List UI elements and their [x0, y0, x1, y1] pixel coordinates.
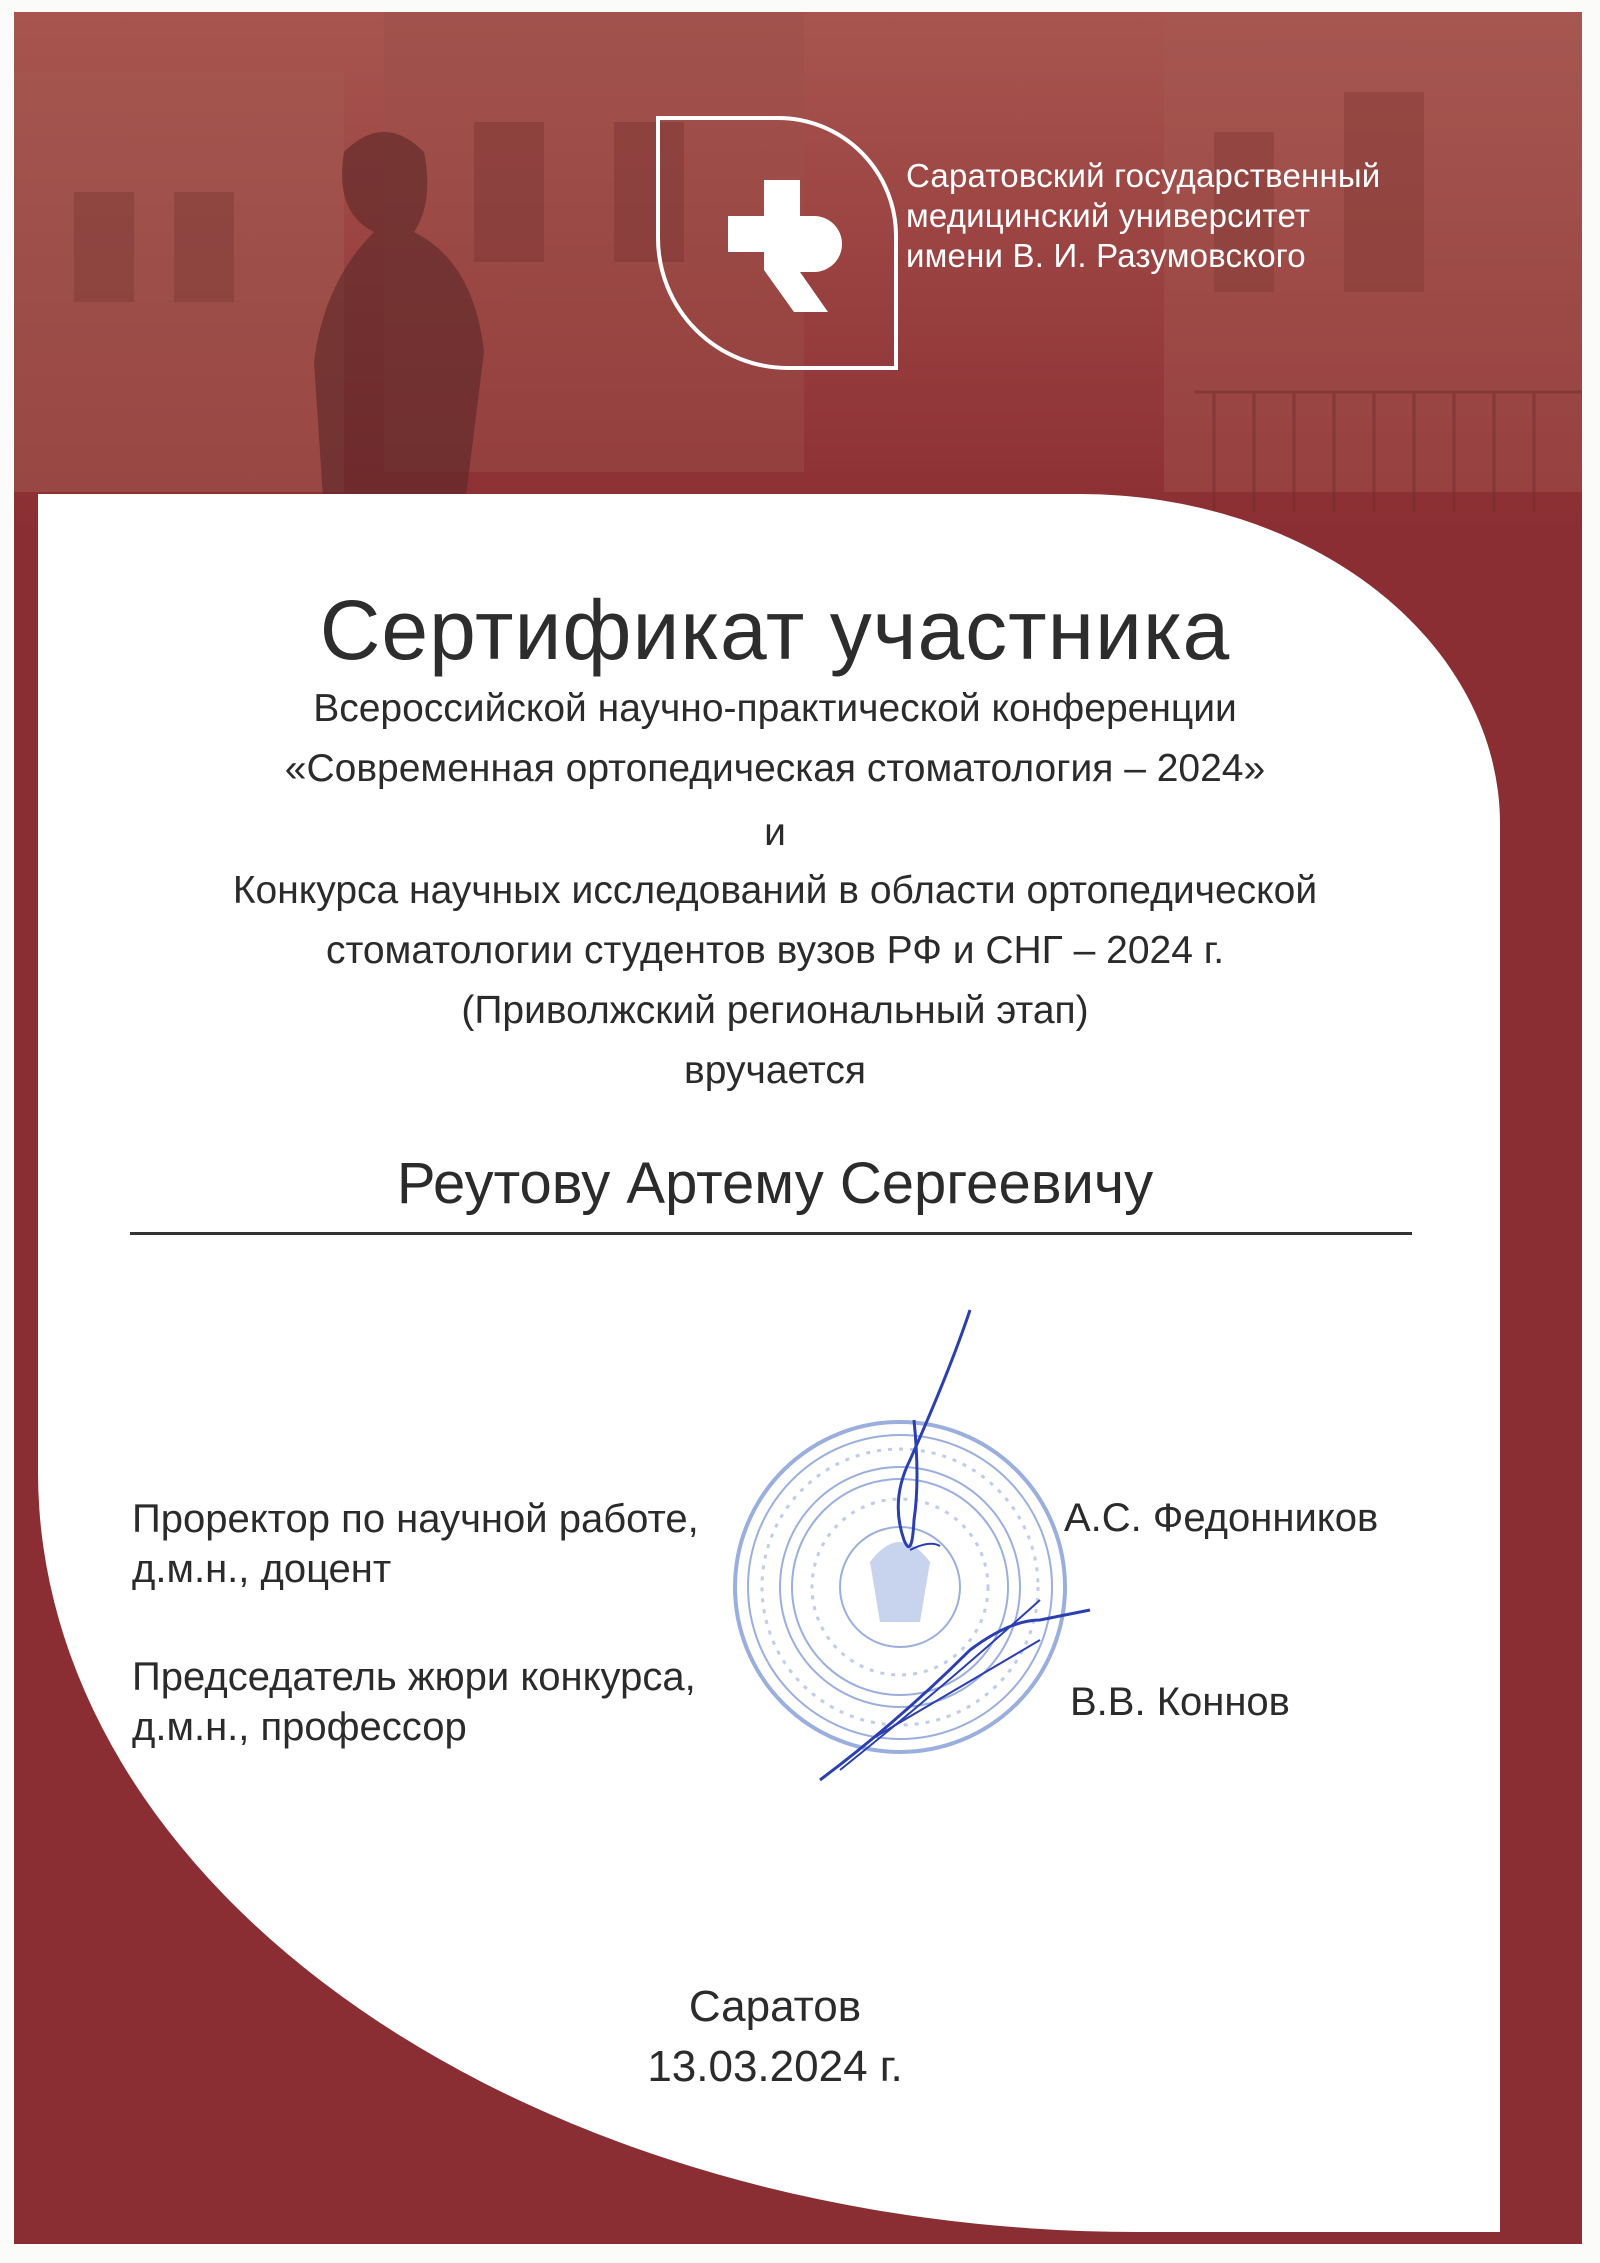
certificate-title: Сертификат участника [319, 583, 1231, 677]
university-name-line-2: медицинский университет [906, 197, 1311, 234]
university-name-line-3: имени В. И. Разумовского [906, 237, 1306, 274]
conjunction: и [764, 811, 786, 854]
university-name-line-1: Саратовский государственный [906, 157, 1381, 194]
recipient-underline [130, 1232, 1412, 1235]
contest-line-2: стоматологии студентов вузов РФ и СНГ – 2024 г. [325, 929, 1225, 972]
regional-stage: (Приволжский региональный этап) [461, 989, 1089, 1032]
awarded-text: вручается [684, 1049, 866, 1092]
city: Саратов [688, 1982, 862, 2031]
signatory-1-name: А.С. Федонников [1064, 1496, 1379, 1540]
signatory-1-degree: д.м.н., доцент [132, 1547, 392, 1591]
recipient-name: Реутову Артему Сергеевичу [396, 1151, 1154, 1216]
contest-line-1: Конкурса научных исследований в области ортопедической [232, 869, 1318, 912]
signatory-2-name: В.В. Коннов [1070, 1680, 1290, 1724]
signatory-2-degree: д.м.н., профессор [132, 1705, 467, 1749]
date: 13.03.2024 г. [647, 2042, 903, 2091]
signatory-1-role [132, 1494, 699, 1594]
conference-line-1: Всероссийской научно-практической конференции [313, 687, 1237, 730]
signatures-icon [780, 1300, 1140, 1820]
signatory-2-position: Председатель жюри конкурса, [132, 1655, 696, 1699]
university-name [906, 156, 1526, 276]
signatory-2-role [132, 1652, 696, 1752]
university-logo-icon [648, 108, 906, 378]
signatory-1-position: Проректор по научной работе, [132, 1497, 699, 1541]
conference-name: «Современная ортопедическая стоматология – 2024» [284, 747, 1266, 790]
